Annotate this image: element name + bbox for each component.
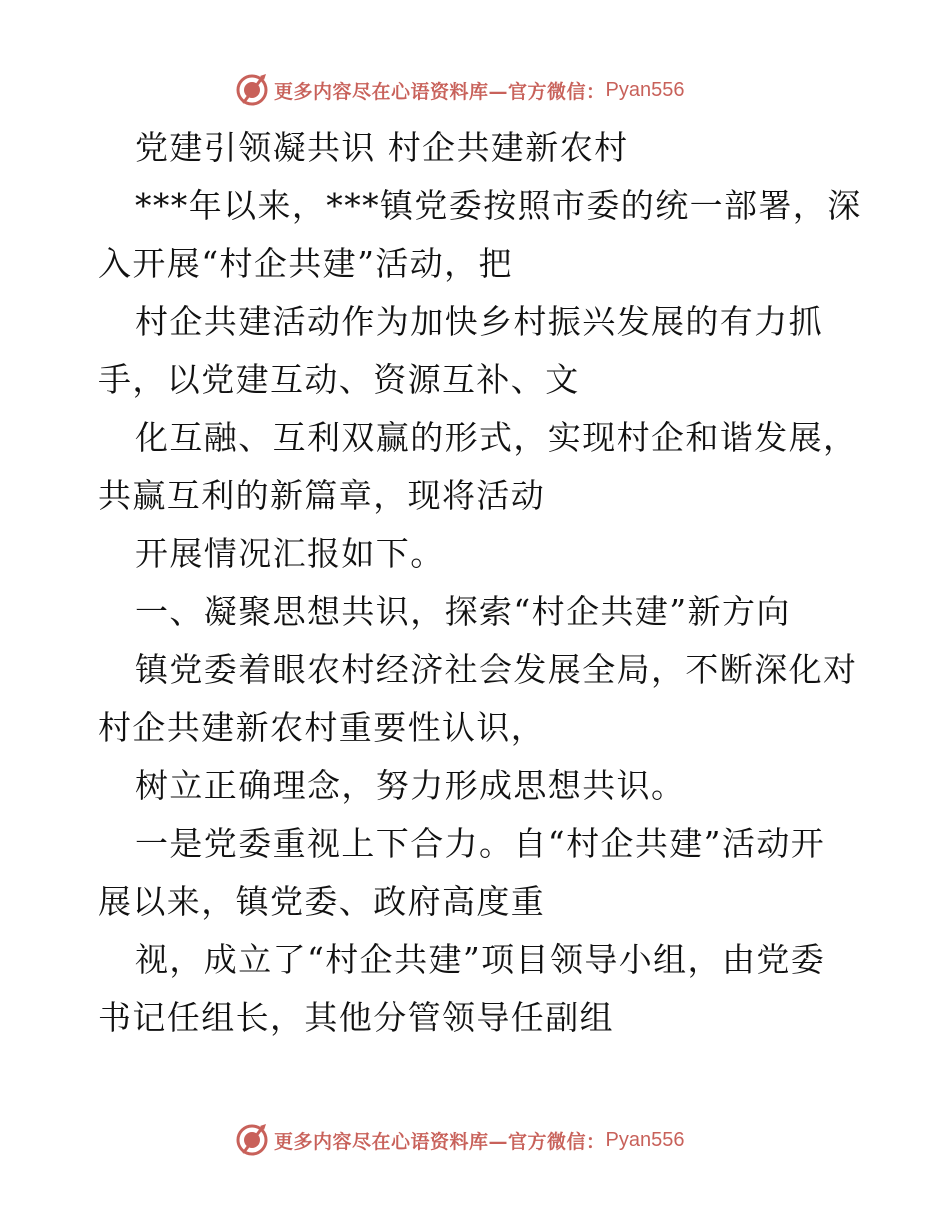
section-heading: 一、凝聚思想共识，探索“村企共建”新方向	[135, 592, 791, 631]
document-title: 党建引领凝共识 村企共建新农村	[135, 128, 629, 167]
paragraph-line: 一是党委重视上下合力。自“村企共建”活动开	[135, 824, 826, 863]
header-wechat-id: Pyan556	[605, 78, 685, 101]
header-banner-text: 更多内容尽在心语资料库—官方微信：	[274, 80, 606, 103]
paragraph-line: 共赢互利的新篇章，现将活动	[98, 476, 546, 515]
footer-wechat-id: Pyan556	[605, 1128, 685, 1151]
paragraph-line: 村企共建活动作为加快乡村振兴发展的有力抓	[135, 302, 823, 341]
paragraph-line: 树立正确理念，努力形成思想共识。	[135, 766, 686, 805]
paragraph-line: 化互融、互利双赢的形式，实现村企和谐发展，	[135, 418, 858, 457]
pen-logo-icon	[234, 1122, 270, 1158]
pen-logo-icon	[234, 72, 270, 108]
paragraph-line: 村企共建新农村重要性认识，	[98, 708, 546, 747]
paragraph-line: 镇党委着眼农村经济社会发展全局，不断深化对	[135, 650, 858, 689]
paragraph-line: 开展情况汇报如下。	[135, 534, 445, 573]
paragraph-line: 书记任组长，其他分管领导任副组	[98, 998, 614, 1037]
paragraph-line: 手，以党建互动、资源互补、文	[98, 360, 580, 399]
footer-banner-text: 更多内容尽在心语资料库—官方微信：	[274, 1130, 606, 1153]
paragraph-line: 视，成立了“村企共建”项目领导小组，由党委	[135, 940, 826, 979]
footer-banner	[234, 1120, 684, 1160]
paragraph-line: 展以来，镇党委、政府高度重	[98, 882, 546, 921]
header-banner	[234, 70, 684, 110]
paragraph-line: 入开展“村企共建”活动，把	[98, 244, 513, 283]
paragraph-line: ***年以来，***镇党委按照市委的统一部署，深	[135, 186, 862, 225]
